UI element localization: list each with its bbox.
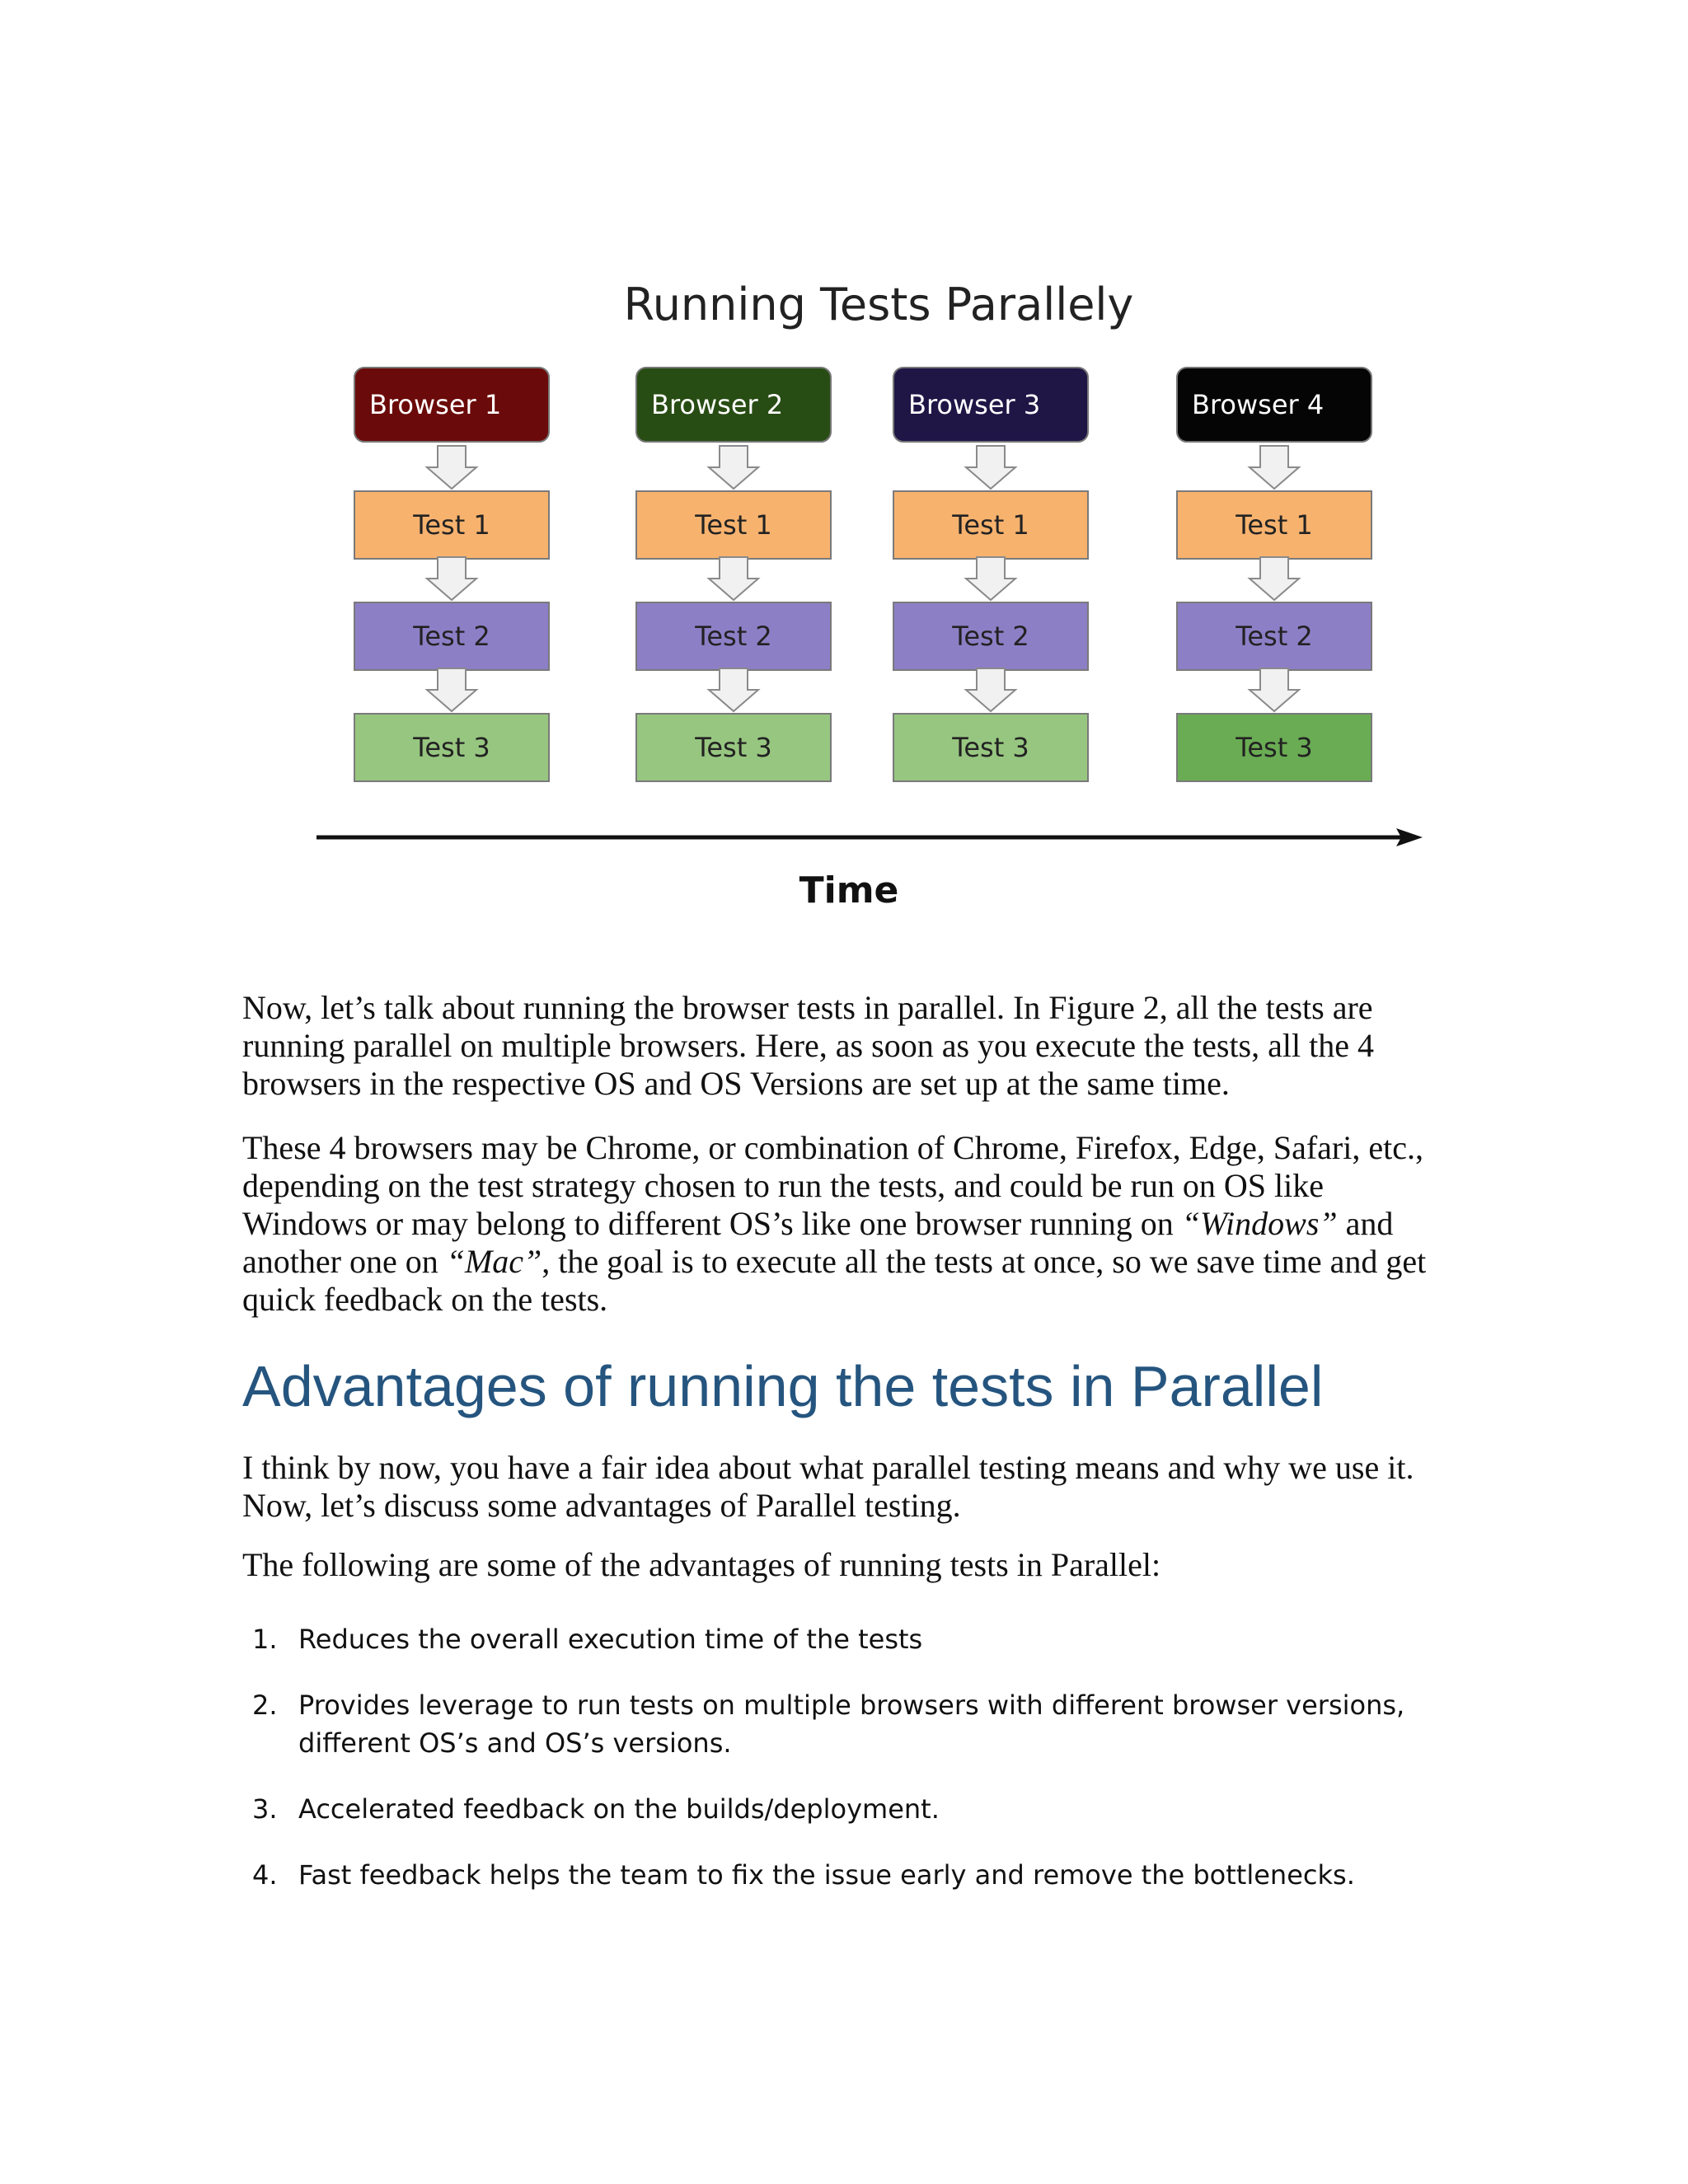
test-label: Test 1 — [413, 509, 490, 541]
down-arrow-icon — [1250, 446, 1299, 489]
down-arrow-icon — [1250, 668, 1299, 711]
browser-column — [1177, 368, 1372, 781]
list-item-number: 1. — [252, 1624, 278, 1655]
list-item-text: Reduces the overall execution time of the tests — [298, 1624, 923, 1655]
down-arrow-icon — [966, 668, 1015, 711]
test-label: Test 3 — [1236, 732, 1313, 763]
list-item — [252, 1856, 1464, 1894]
test-label: Test 1 — [952, 509, 1029, 541]
list-item-number: 4. — [252, 1859, 278, 1891]
down-arrow-icon — [966, 446, 1015, 489]
section-heading: Advantages of running the tests in Parallel — [242, 1354, 1324, 1418]
advantages-list — [252, 1620, 1464, 1922]
list-item-number: 3. — [252, 1793, 278, 1825]
browser-label: Browser 3 — [908, 389, 1041, 420]
time-axis — [316, 828, 1423, 846]
list-item-text: Fast feedback helps the team to fix the issue early and remove the bottlenecks. — [298, 1859, 1355, 1891]
list-item — [252, 1620, 1464, 1658]
test-label: Test 2 — [695, 621, 772, 652]
paragraph-browsers-part-3: , the goal is to execute all the tests at once, so we save time and get quick feedback on the tests. — [242, 1243, 1427, 1318]
list-item — [252, 1790, 1464, 1828]
test-label: Test 3 — [952, 732, 1029, 763]
windows-emphasis: “Windows” — [1181, 1205, 1338, 1242]
browser-column — [354, 368, 549, 781]
paragraph-fair-idea: I think by now, you have a fair idea about what parallel testing means and why we use it. Now, let’s discuss some advantages of Parallel testing. — [242, 1449, 1414, 1524]
paragraph-browsers — [242, 1129, 1454, 1319]
test-label: Test 1 — [1236, 509, 1313, 541]
browser-column — [893, 368, 1088, 781]
test-label: Test 3 — [413, 732, 490, 763]
paragraph-parallel-intro: Now, let’s talk about running the browser tests in parallel. In Figure 2, all the tests are running parallel on multiple browsers. Here, as soon as you execute the tests, all the 4 browsers in the respective OS and OS Versions are set up at the same time. — [242, 989, 1374, 1102]
list-item-text: Accelerated feedback on the builds/deployment. — [298, 1793, 940, 1825]
browser-label: Browser 4 — [1192, 389, 1325, 420]
down-arrow-icon — [709, 446, 758, 489]
list-item — [252, 1686, 1464, 1762]
browser-label: Browser 2 — [651, 389, 784, 420]
browser-column — [636, 368, 831, 781]
test-label: Test 1 — [695, 509, 772, 541]
time-axis-label: Time — [799, 869, 899, 912]
list-item-text: Provides leverage to run tests on multiple browsers with different browser versions, different OS’s and OS’s versions. — [298, 1690, 1405, 1759]
paragraph-browsers-part-2: and another one on — [242, 1205, 1394, 1280]
mac-emphasis: “Mac” — [446, 1243, 542, 1280]
paragraph-browsers-part-1: These 4 browsers may be Chrome, or combination of Chrome, Firefox, Edge, Safari, etc., depending on the test strategy chosen to run the tests, and could be run on OS like Windows or may belong to different OS’s like one browser running on — [242, 1129, 1423, 1242]
down-arrow-icon — [427, 557, 476, 600]
diagram-title: Running Tests Parallely — [623, 279, 1134, 330]
browser-columns — [354, 368, 1372, 781]
down-arrow-icon — [709, 557, 758, 600]
down-arrow-icon — [427, 668, 476, 711]
test-label: Test 2 — [1236, 621, 1313, 652]
test-label: Test 3 — [695, 732, 772, 763]
down-arrow-icon — [427, 446, 476, 489]
list-item-number: 2. — [252, 1690, 278, 1721]
test-label: Test 2 — [413, 621, 490, 652]
down-arrow-icon — [1250, 557, 1299, 600]
down-arrow-icon — [966, 557, 1015, 600]
running-tests-parallely-diagram — [0, 0, 1688, 940]
down-arrow-icon — [709, 668, 758, 711]
test-label: Test 2 — [952, 621, 1029, 652]
paragraph-advantages-intro: The following are some of the advantages of running tests in Parallel: — [242, 1546, 1161, 1583]
browser-label: Browser 1 — [369, 389, 502, 420]
